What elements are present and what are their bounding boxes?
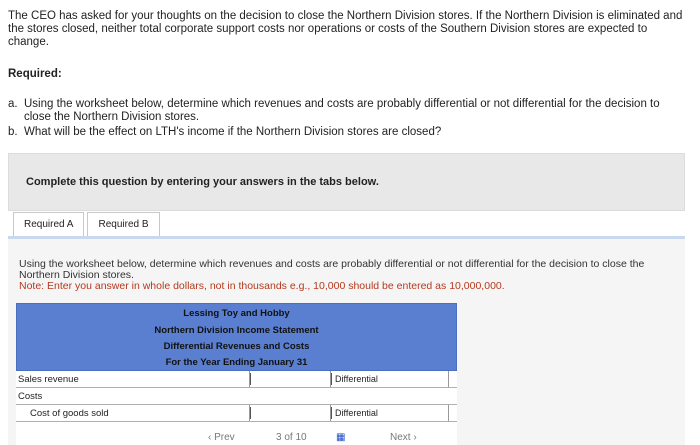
row-label: Sales revenue xyxy=(18,374,79,385)
row-label: Costs xyxy=(18,391,43,402)
note-text: Note: Enter you answer in whole dollars, not in thousands e.g., 10,000 should be entered as 10,000,000. xyxy=(19,280,505,292)
instructions-panel xyxy=(8,153,685,211)
prev-label: Prev xyxy=(214,432,235,443)
row-label: Cost of goods sold xyxy=(30,408,109,419)
prev-button[interactable]: ‹ Prev xyxy=(208,432,235,443)
intro-text: The CEO has asked for your thoughts on the decision to close the Northern Division stores. If the Northern Division is eliminated and the stores closed, neither total corporate support costs nor operations or costs of the Southern Division stores are expected to change. xyxy=(8,10,683,48)
required-item-a xyxy=(8,98,688,124)
worksheet-row-costs xyxy=(16,388,457,405)
required-item-b xyxy=(8,126,688,139)
instruction-text: Using the worksheet below, determine which revenues and costs are probably differential or not differential for the decision to close the Northern Division stores. xyxy=(19,258,645,281)
page-indicator: 3 of 10 xyxy=(276,432,307,443)
select-value: Differential xyxy=(335,374,378,384)
panel-text: Complete this question by entering your answers in the tabs below. xyxy=(26,176,379,188)
required-item-label: b. xyxy=(8,126,18,138)
worksheet-title-company: Lessing Toy and Hobby xyxy=(183,308,290,319)
tab-bar xyxy=(13,212,163,237)
instruction-block xyxy=(19,259,659,292)
required-item-label: a. xyxy=(8,98,18,110)
worksheet-title-period: For the Year Ending January 31 xyxy=(165,357,308,368)
required-list xyxy=(8,98,688,141)
differential-select[interactable] xyxy=(331,405,449,421)
worksheet xyxy=(16,303,457,445)
worksheet-title-statement: Northern Division Income Statement xyxy=(154,325,319,336)
worksheet-header xyxy=(16,303,457,371)
differential-select[interactable] xyxy=(331,371,449,387)
tab-required-b[interactable]: Required B xyxy=(87,212,159,237)
select-value: Differential xyxy=(335,408,378,418)
answer-area xyxy=(8,236,685,445)
next-label: Next xyxy=(390,432,411,443)
required-item-text: What will be the effect on LTH's income if the Northern Division stores are closed? xyxy=(24,126,442,138)
worksheet-row-cogs xyxy=(16,405,457,422)
pager xyxy=(200,430,480,445)
tab-required-a[interactable]: Required A xyxy=(13,212,84,237)
worksheet-row-sales xyxy=(16,371,457,388)
amount-input[interactable] xyxy=(249,371,331,387)
next-button[interactable]: Next › xyxy=(390,432,417,443)
worksheet-title-subtitle: Differential Revenues and Costs xyxy=(163,341,310,352)
required-item-text: Using the worksheet below, determine which revenues and costs are probably differential or not differential for the decision to close the Northern Division stores. xyxy=(24,98,660,123)
grid-icon[interactable]: ▦ xyxy=(336,432,346,443)
amount-input[interactable] xyxy=(249,405,331,421)
required-title: Required: xyxy=(8,68,62,80)
